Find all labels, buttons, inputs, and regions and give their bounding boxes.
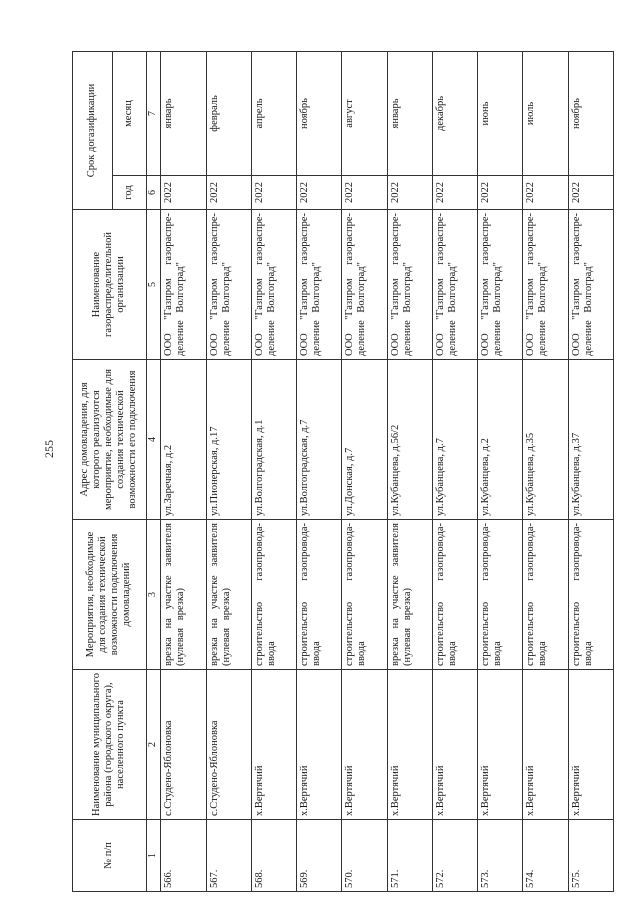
- row-number: 570.: [342, 820, 387, 892]
- organization-name: ООО "Газпром газораспре-деление Волгоград": [206, 210, 251, 360]
- table-row: [568, 51, 613, 891]
- place-name: х.Вертячий: [342, 670, 387, 820]
- measure-text: строительство газопровода-ввода: [432, 520, 477, 670]
- measure-text: врезка на участке заявителя (нулевая врезка): [161, 520, 206, 670]
- header-number: № п/п: [73, 820, 147, 892]
- table-row: [523, 51, 568, 891]
- organization-name: ООО "Газпром газораспре-деление Волгоград": [568, 210, 613, 360]
- organization-name: ООО "Газпром газораспре-деление Волгоград": [251, 210, 296, 360]
- column-number: 6: [146, 176, 161, 210]
- table-row: [251, 51, 296, 891]
- month-value: июнь: [478, 51, 523, 175]
- table-row: [297, 51, 342, 891]
- place-name: х.Вертячий: [297, 670, 342, 820]
- month-value: ноябрь: [568, 51, 613, 175]
- year-value: 2022: [568, 176, 613, 210]
- header-month: месяц: [112, 51, 146, 175]
- table-row: [432, 51, 477, 891]
- column-number: 1: [146, 820, 161, 892]
- year-value: 2022: [206, 176, 251, 210]
- measure-text: врезка на участке заявителя (нулевая врезка): [387, 520, 432, 670]
- column-number: 5: [146, 210, 161, 360]
- row-number: 571.: [387, 820, 432, 892]
- address-text: ул.Кубанцева, д.2: [478, 360, 523, 520]
- month-value: февраль: [206, 51, 251, 175]
- organization-name: ООО "Газпром газораспре-деление Волгоград": [523, 210, 568, 360]
- year-value: 2022: [478, 176, 523, 210]
- header-place: Наименование муниципального района (городского округа), населенного пункта: [73, 670, 147, 820]
- address-text: ул.Кубанцева, д.35: [523, 360, 568, 520]
- column-number: 2: [146, 670, 161, 820]
- place-name: х.Вертячий: [251, 670, 296, 820]
- month-value: январь: [387, 51, 432, 175]
- header-measure: Мероприятия, необходимые для создания технической возможности подключения домовладений: [73, 520, 147, 670]
- organization-name: ООО "Газпром газораспре-деление Волгоград": [478, 210, 523, 360]
- place-name: х.Вертячий: [432, 670, 477, 820]
- header-deadline: Срок догазификации: [73, 51, 113, 209]
- address-text: ул.Донская, д.7: [342, 360, 387, 520]
- column-number: 7: [146, 51, 161, 175]
- year-value: 2022: [161, 176, 206, 210]
- header-year: год: [112, 176, 146, 210]
- measure-text: строительство газопровода-ввода: [568, 520, 613, 670]
- place-name: х.Вертячий: [523, 670, 568, 820]
- rotated-page-content: [72, 40, 614, 915]
- measure-text: строительство газопровода-ввода: [478, 520, 523, 670]
- measure-text: строительство газопровода-ввода: [251, 520, 296, 670]
- column-number: 4: [146, 360, 161, 520]
- header-organization: Наименование газораспределительной организации: [73, 210, 147, 360]
- year-value: 2022: [297, 176, 342, 210]
- row-number: 574.: [523, 820, 568, 892]
- organization-name: ООО "Газпром газораспре-деление Волгоград": [161, 210, 206, 360]
- month-value: декабрь: [432, 51, 477, 175]
- address-text: ул.Кубанцева, д.7: [432, 360, 477, 520]
- row-number: 572.: [432, 820, 477, 892]
- address-text: ул.Заречная, д.2: [161, 360, 206, 520]
- measure-text: строительство газопровода-ввода: [297, 520, 342, 670]
- year-value: 2022: [523, 176, 568, 210]
- month-value: ноябрь: [297, 51, 342, 175]
- year-value: 2022: [342, 176, 387, 210]
- organization-name: ООО "Газпром газораспре-деление Волгоград": [342, 210, 387, 360]
- table-row: [342, 51, 387, 891]
- table-row: [387, 51, 432, 891]
- row-number: 569.: [297, 820, 342, 892]
- place-name: с.Студено-Яблоновка: [161, 670, 206, 820]
- row-number: 567.: [206, 820, 251, 892]
- page-number: 255: [42, 440, 56, 458]
- place-name: с.Студено-Яблоновка: [206, 670, 251, 820]
- header-address: Адрес домовладения, для которого реализуются мероприятие, необходимые для создания технической возможности его подключения: [73, 360, 147, 520]
- table-row: [161, 51, 206, 891]
- measure-text: врезка на участке заявителя (нулевая врезка): [206, 520, 251, 670]
- row-number: 575.: [568, 820, 613, 892]
- measure-text: строительство газопровода-ввода: [342, 520, 387, 670]
- place-name: х.Вертячий: [478, 670, 523, 820]
- gasification-table: [72, 51, 614, 892]
- row-number: 573.: [478, 820, 523, 892]
- row-number: 566.: [161, 820, 206, 892]
- address-text: ул.Волгоградская, д.7: [297, 360, 342, 520]
- column-number-row: [146, 51, 161, 891]
- table-row: [206, 51, 251, 891]
- year-value: 2022: [251, 176, 296, 210]
- year-value: 2022: [432, 176, 477, 210]
- year-value: 2022: [387, 176, 432, 210]
- month-value: июль: [523, 51, 568, 175]
- table-row: [478, 51, 523, 891]
- row-number: 568.: [251, 820, 296, 892]
- measure-text: строительство газопровода-ввода: [523, 520, 568, 670]
- address-text: ул.Пионерская, д.17: [206, 360, 251, 520]
- column-number: 3: [146, 520, 161, 670]
- organization-name: ООО "Газпром газораспре-деление Волгоград": [297, 210, 342, 360]
- address-text: ул.Волгоградская, д.1: [251, 360, 296, 520]
- address-text: ул.Кубанцева, д.37: [568, 360, 613, 520]
- month-value: апрель: [251, 51, 296, 175]
- month-value: январь: [161, 51, 206, 175]
- organization-name: ООО "Газпром газораспре-деление Волгоград": [432, 210, 477, 360]
- place-name: х.Вертячий: [568, 670, 613, 820]
- organization-name: ООО "Газпром газораспре-деление Волгоград": [387, 210, 432, 360]
- month-value: август: [342, 51, 387, 175]
- place-name: х.Вертячий: [387, 670, 432, 820]
- address-text: ул.Кубанцева, д.56/2: [387, 360, 432, 520]
- header-row: [73, 51, 113, 891]
